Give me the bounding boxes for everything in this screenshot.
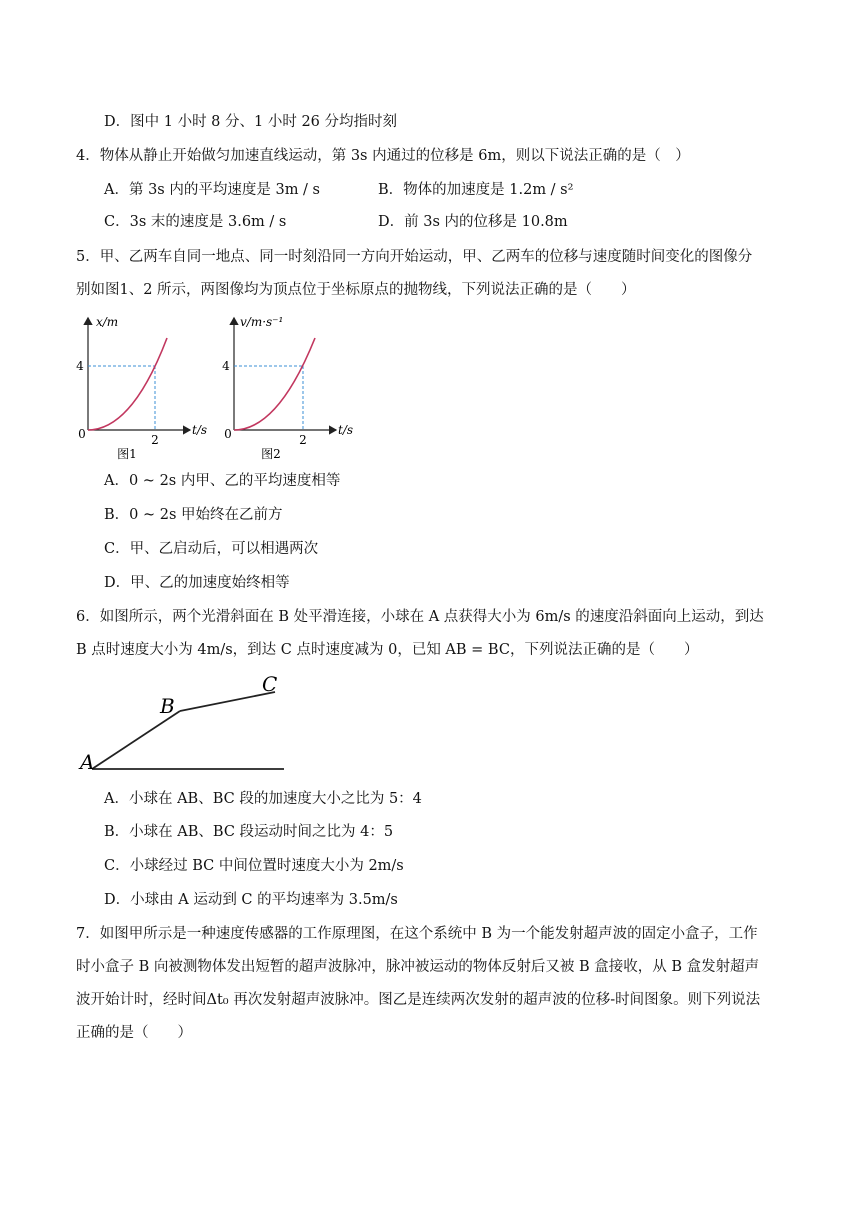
fig1-origin: 0 (78, 427, 86, 441)
q4-stem: 4．物体从静止开始做匀加速直线运动，第 3s 内通过的位移是 6m，则以下说法正确的是（ ） (76, 148, 690, 164)
q5-option-c: C．甲、乙启动后，可以相遇两次 (104, 541, 319, 557)
q5-option-a: A．0 ~ 2s 内甲、乙的平均速度相等 (104, 473, 341, 489)
point-c-label: C (262, 672, 278, 696)
q6-stem-line1: 6．如图所示，两个光滑斜面在 B 处平滑连接，小球在 A 点获得大小为 6m/s 的速度沿斜面向上运动，到达 (76, 609, 764, 625)
q4-option-d: D．前 3s 内的位移是 10.8m (378, 214, 568, 230)
fig1-xlabel: t/s (192, 423, 208, 437)
q6-option-c: C．小球经过 BC 中间位置时速度大小为 2m/s (104, 858, 404, 874)
q6-option-d: D．小球由 A 运动到 C 的平均速率为 3.5m/s (104, 892, 398, 908)
fig1-xtick: 2 (151, 433, 159, 447)
fig2-caption: 图2 (261, 447, 281, 461)
q4-option-c: C．3s 末的速度是 3.6m / s (104, 214, 287, 230)
q3-option-d: D．图中 1 小时 8 分、1 小时 26 分均指时刻 (104, 114, 398, 130)
fig1-caption: 图1 (117, 447, 137, 461)
point-b-label: B (160, 694, 175, 718)
q5-stem-line2: 别如图1、2 所示，两图像均为顶点位于坐标原点的抛物线，下列说法正确的是（ ） (76, 282, 636, 298)
q7-stem-line4: 正确的是（ ） (76, 1025, 192, 1041)
q5-stem-line1: 5．甲、乙两车自同一地点、同一时刻沿同一方向开始运动，甲、乙两车的位移与速度随时间变化的图像分 (76, 249, 753, 265)
q5-figure-1 (66, 312, 216, 462)
q6-option-a: A．小球在 AB、BC 段的加速度大小之比为 5：4 (104, 791, 422, 807)
q5-option-d: D．甲、乙的加速度始终相等 (104, 575, 290, 591)
q5-figure-2 (212, 312, 372, 462)
q7-stem-line2: 时小盒子 B 向被测物体发出短暂的超声波脉冲，脉冲被运动的物体反射后又被 B 盒接收，从 B 盒发射超声 (76, 959, 760, 975)
q6-option-b: B．小球在 AB、BC 段运动时间之比为 4：5 (104, 824, 394, 840)
point-a-label: A (80, 750, 95, 774)
incline-ab (92, 711, 180, 769)
fig2-ylabel: v/m·s⁻¹ (240, 315, 284, 329)
fig2-xlabel: t/s (338, 423, 354, 437)
fig1-ytick: 4 (76, 359, 84, 373)
incline-bc (180, 692, 275, 711)
q7-stem-line1: 7．如图甲所示是一种速度传感器的工作原理图，在这个系统中 B 为一个能发射超声波的固定小盒子，工作 (76, 926, 758, 942)
q4-option-a: A．第 3s 内的平均速度是 3m / s (104, 182, 320, 198)
fig1-ylabel: x/m (96, 315, 119, 329)
q6-incline-figure (74, 670, 294, 776)
fig2-xtick: 2 (299, 433, 307, 447)
fig2-ytick: 4 (222, 359, 230, 373)
q7-stem-line3: 波开始计时，经时间Δt₀ 再次发射超声波脉冲。图乙是连续两次发射的超声波的位移-时间图象。则下列说法 (76, 992, 761, 1008)
q5-option-b: B．0 ~ 2s 甲始终在乙前方 (104, 507, 283, 523)
q4-option-b: B．物体的加速度是 1.2m / s² (378, 182, 574, 198)
fig2-origin: 0 (224, 427, 232, 441)
q6-stem-line2: B 点时速度大小为 4m/s，到达 C 点时速度减为 0，已知 AB = BC，下列说法正确的是（ ） (76, 642, 699, 658)
